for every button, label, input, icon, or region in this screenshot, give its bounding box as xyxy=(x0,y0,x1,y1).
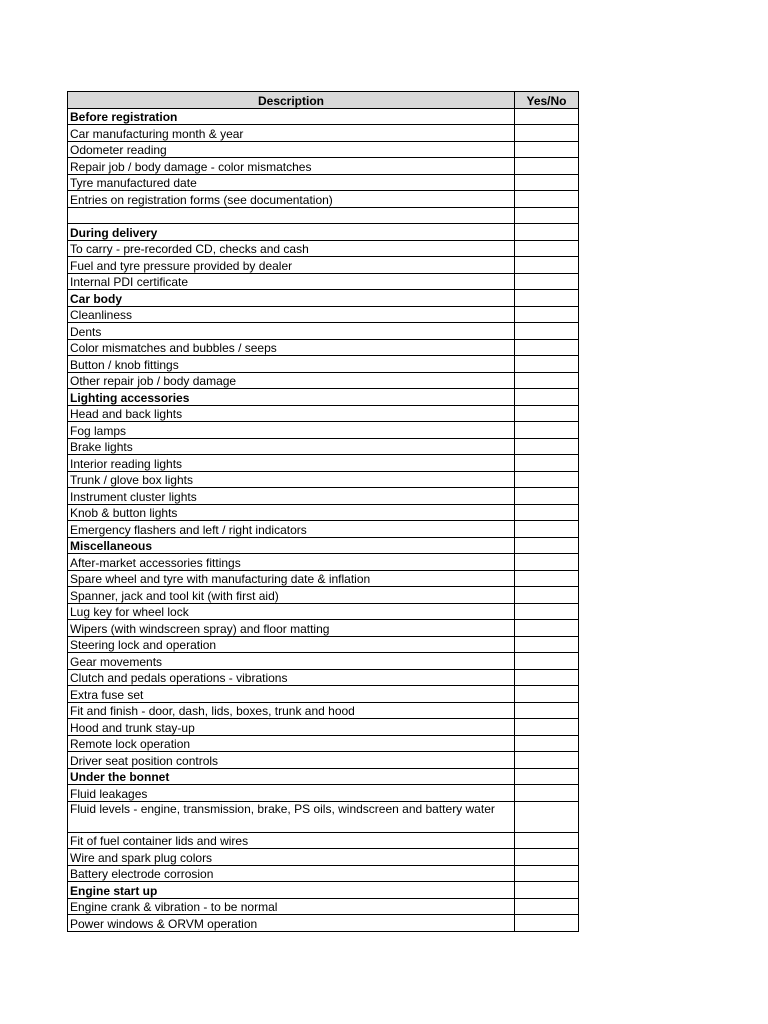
checklist-row xyxy=(68,471,579,488)
yes-no-cell[interactable] xyxy=(515,603,579,620)
yes-no-header: Yes/No xyxy=(515,92,579,109)
yes-no-cell[interactable] xyxy=(515,801,579,832)
checklist-row xyxy=(68,735,579,752)
checklist-row xyxy=(68,636,579,653)
yes-no-cell[interactable] xyxy=(515,768,579,785)
item-description: Head and back lights xyxy=(68,405,515,422)
item-description: Wire and spark plug colors xyxy=(68,849,515,866)
yes-no-cell[interactable] xyxy=(515,422,579,439)
checklist-table xyxy=(67,91,579,932)
checklist-row xyxy=(68,306,579,323)
yes-no-cell[interactable] xyxy=(515,290,579,307)
item-description: Steering lock and operation xyxy=(68,636,515,653)
checklist-row xyxy=(68,438,579,455)
checklist-row xyxy=(68,504,579,521)
item-description: Remote lock operation xyxy=(68,735,515,752)
yes-no-cell[interactable] xyxy=(515,849,579,866)
yes-no-cell[interactable] xyxy=(515,653,579,670)
checklist-row xyxy=(68,587,579,604)
item-description: Internal PDI certificate xyxy=(68,273,515,290)
yes-no-cell[interactable] xyxy=(515,240,579,257)
checklist-row xyxy=(68,801,579,832)
item-description: Cleanliness xyxy=(68,306,515,323)
checklist-row xyxy=(68,240,579,257)
item-description: Button / knob fittings xyxy=(68,356,515,373)
yes-no-cell[interactable] xyxy=(515,306,579,323)
yes-no-cell[interactable] xyxy=(515,471,579,488)
item-description: Driver seat position controls xyxy=(68,752,515,769)
checklist-row xyxy=(68,125,579,142)
section-row xyxy=(68,224,579,241)
section-heading: Before registration xyxy=(68,108,515,125)
checklist-row xyxy=(68,174,579,191)
checklist-row xyxy=(68,488,579,505)
item-description: Battery electrode corrosion xyxy=(68,865,515,882)
item-description: Spanner, jack and tool kit (with first aid) xyxy=(68,587,515,604)
item-description: Instrument cluster lights xyxy=(68,488,515,505)
yes-no-cell[interactable] xyxy=(515,735,579,752)
yes-no-cell[interactable] xyxy=(515,719,579,736)
item-description: Gear movements xyxy=(68,653,515,670)
item-description: Dents xyxy=(68,323,515,340)
checklist-row xyxy=(68,620,579,637)
checklist-row xyxy=(68,865,579,882)
yes-no-cell[interactable] xyxy=(515,669,579,686)
yes-no-cell[interactable] xyxy=(515,455,579,472)
item-description: Entries on registration forms (see documentation) xyxy=(68,191,515,208)
yes-no-cell[interactable] xyxy=(515,570,579,587)
item-description: Knob & button lights xyxy=(68,504,515,521)
checklist-row xyxy=(68,191,579,208)
checklist-row xyxy=(68,257,579,274)
yes-no-cell[interactable] xyxy=(515,141,579,158)
yes-no-cell[interactable] xyxy=(515,438,579,455)
item-description: Tyre manufactured date xyxy=(68,174,515,191)
yes-no-cell[interactable] xyxy=(515,207,579,224)
yes-no-cell[interactable] xyxy=(515,488,579,505)
checklist-row xyxy=(68,915,579,932)
item-description xyxy=(68,207,515,224)
checklist-row xyxy=(68,702,579,719)
yes-no-cell[interactable] xyxy=(515,832,579,849)
item-description: To carry - pre-recorded CD, checks and cash xyxy=(68,240,515,257)
yes-no-cell[interactable] xyxy=(515,752,579,769)
item-description: Fog lamps xyxy=(68,422,515,439)
yes-no-cell[interactable] xyxy=(515,620,579,637)
section-heading: Engine start up xyxy=(68,882,515,899)
item-description: Trunk / glove box lights xyxy=(68,471,515,488)
section-row xyxy=(68,389,579,406)
yes-no-cell[interactable] xyxy=(515,191,579,208)
checklist-row xyxy=(68,686,579,703)
yes-no-cell[interactable] xyxy=(515,257,579,274)
yes-no-cell[interactable] xyxy=(515,389,579,406)
header-row xyxy=(68,92,579,109)
yes-no-cell[interactable] xyxy=(515,504,579,521)
checklist-row xyxy=(68,785,579,802)
yes-no-cell[interactable] xyxy=(515,372,579,389)
checklist-row xyxy=(68,273,579,290)
checklist-row xyxy=(68,158,579,175)
yes-no-cell[interactable] xyxy=(515,865,579,882)
checklist-row xyxy=(68,554,579,571)
yes-no-cell[interactable] xyxy=(515,356,579,373)
yes-no-cell[interactable] xyxy=(515,636,579,653)
yes-no-cell[interactable] xyxy=(515,702,579,719)
section-row xyxy=(68,108,579,125)
yes-no-cell[interactable] xyxy=(515,898,579,915)
checklist-row xyxy=(68,570,579,587)
checklist-row xyxy=(68,372,579,389)
item-description: Lug key for wheel lock xyxy=(68,603,515,620)
checklist-row xyxy=(68,603,579,620)
section-row xyxy=(68,768,579,785)
yes-no-cell[interactable] xyxy=(515,323,579,340)
item-description: Engine crank & vibration - to be normal xyxy=(68,898,515,915)
item-description: Fuel and tyre pressure provided by dealer xyxy=(68,257,515,274)
checklist-row xyxy=(68,669,579,686)
item-description: Brake lights xyxy=(68,438,515,455)
item-description: Extra fuse set xyxy=(68,686,515,703)
description-header: Description xyxy=(68,92,515,109)
section-heading: Car body xyxy=(68,290,515,307)
checklist-row xyxy=(68,323,579,340)
yes-no-cell[interactable] xyxy=(515,174,579,191)
yes-no-cell[interactable] xyxy=(515,785,579,802)
section-heading: Miscellaneous xyxy=(68,537,515,554)
checklist-row xyxy=(68,832,579,849)
checklist-row xyxy=(68,653,579,670)
yes-no-cell[interactable] xyxy=(515,339,579,356)
yes-no-cell[interactable] xyxy=(515,915,579,932)
item-description: Other repair job / body damage xyxy=(68,372,515,389)
checklist-row xyxy=(68,207,579,224)
section-heading: During delivery xyxy=(68,224,515,241)
item-description: Fit of fuel container lids and wires xyxy=(68,832,515,849)
yes-no-cell[interactable] xyxy=(515,882,579,899)
section-row xyxy=(68,882,579,899)
yes-no-cell[interactable] xyxy=(515,273,579,290)
item-description: After-market accessories fittings xyxy=(68,554,515,571)
yes-no-cell[interactable] xyxy=(515,158,579,175)
item-description: Emergency flashers and left / right indicators xyxy=(68,521,515,538)
yes-no-cell[interactable] xyxy=(515,686,579,703)
checklist-row xyxy=(68,422,579,439)
item-description: Fit and finish - door, dash, lids, boxes, trunk and hood xyxy=(68,702,515,719)
checklist-row xyxy=(68,339,579,356)
yes-no-cell[interactable] xyxy=(515,537,579,554)
checklist-row xyxy=(68,521,579,538)
item-description: Hood and trunk stay-up xyxy=(68,719,515,736)
yes-no-cell[interactable] xyxy=(515,521,579,538)
yes-no-cell[interactable] xyxy=(515,554,579,571)
checklist-row xyxy=(68,719,579,736)
yes-no-cell[interactable] xyxy=(515,108,579,125)
yes-no-cell[interactable] xyxy=(515,405,579,422)
item-description: Clutch and pedals operations - vibrations xyxy=(68,669,515,686)
checklist-body xyxy=(68,108,579,931)
checklist-row xyxy=(68,455,579,472)
checklist-row xyxy=(68,141,579,158)
section-heading: Under the bonnet xyxy=(68,768,515,785)
yes-no-cell[interactable] xyxy=(515,125,579,142)
item-description: Color mismatches and bubbles / seeps xyxy=(68,339,515,356)
checklist-row xyxy=(68,405,579,422)
item-description: Power windows & ORVM operation xyxy=(68,915,515,932)
checklist-row xyxy=(68,356,579,373)
section-heading: Lighting accessories xyxy=(68,389,515,406)
item-description: Spare wheel and tyre with manufacturing date & inflation xyxy=(68,570,515,587)
yes-no-cell[interactable] xyxy=(515,224,579,241)
item-description: Wipers (with windscreen spray) and floor matting xyxy=(68,620,515,637)
section-row xyxy=(68,290,579,307)
checklist-row xyxy=(68,898,579,915)
item-description: Repair job / body damage - color mismatches xyxy=(68,158,515,175)
item-description: Car manufacturing month & year xyxy=(68,125,515,142)
checklist-row xyxy=(68,849,579,866)
yes-no-cell[interactable] xyxy=(515,587,579,604)
item-description: Fluid levels - engine, transmission, brake, PS oils, windscreen and battery water xyxy=(68,801,515,832)
section-row xyxy=(68,537,579,554)
item-description: Interior reading lights xyxy=(68,455,515,472)
item-description: Fluid leakages xyxy=(68,785,515,802)
checklist-row xyxy=(68,752,579,769)
item-description: Odometer reading xyxy=(68,141,515,158)
